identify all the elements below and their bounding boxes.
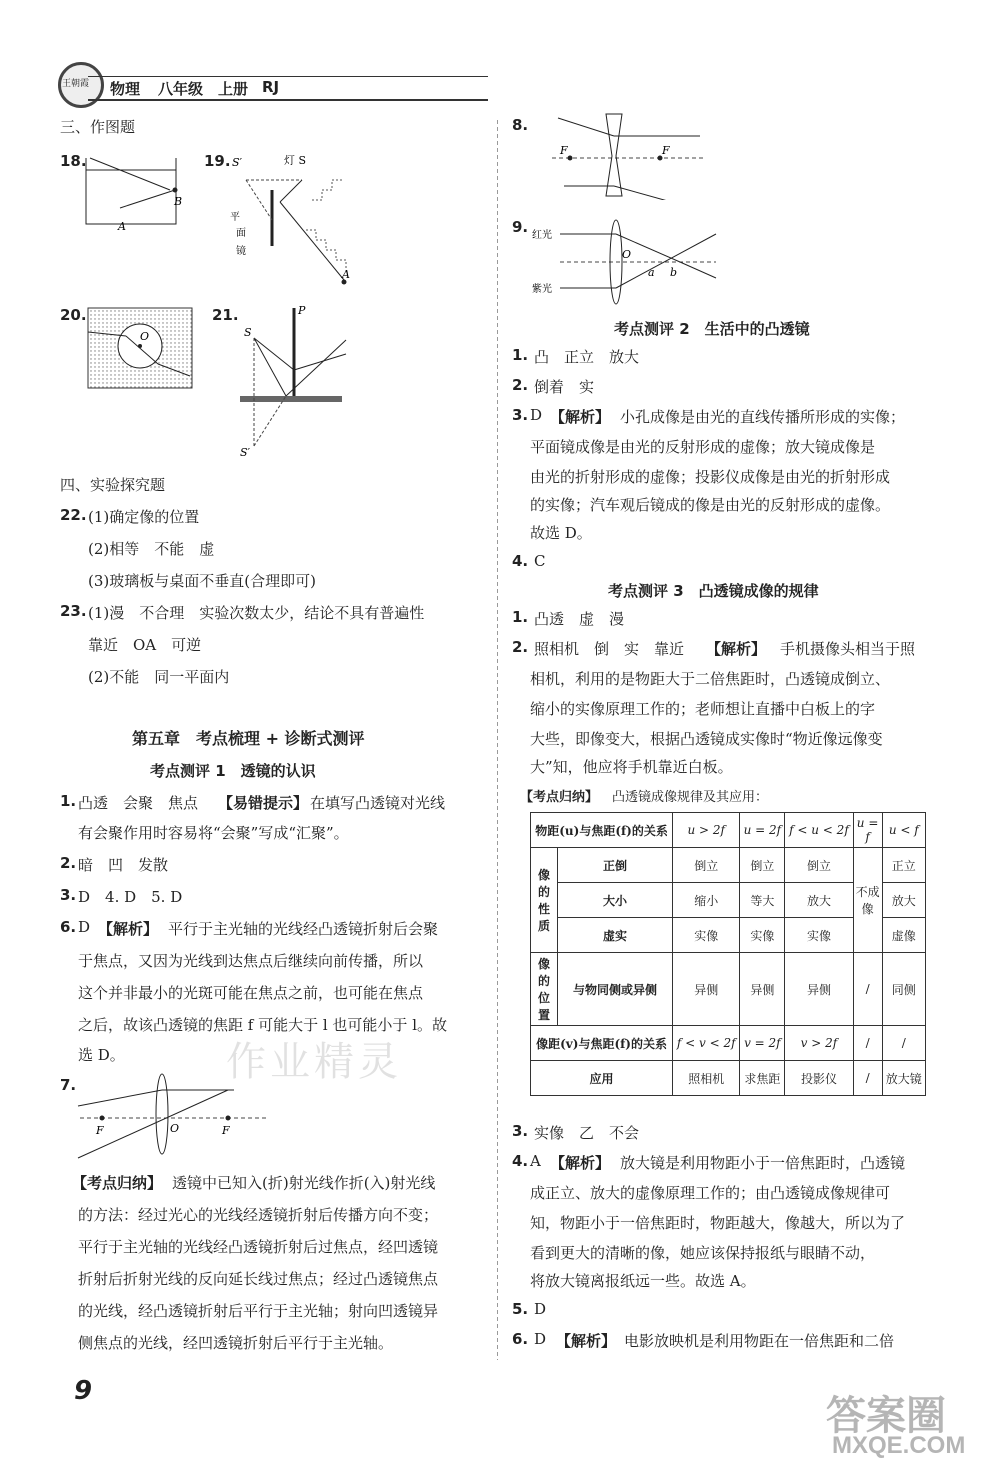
table-pos: 像的位置	[531, 953, 558, 1026]
b3-line-5: 故选 D。	[530, 524, 592, 542]
figure-19	[226, 150, 362, 290]
summary-line-3: 平行于主光轴的光线经凸透镜折射后过焦点，经凹透镜	[78, 1238, 439, 1256]
a6-line-5: 选 D。	[78, 1046, 125, 1064]
watermark: 作业精灵	[226, 1039, 402, 1085]
table-cell: /	[882, 1026, 925, 1061]
fig8-f1: F	[560, 144, 568, 157]
figure-18	[80, 150, 190, 236]
c6-answer: D	[534, 1330, 547, 1348]
b1-number: 1.	[512, 346, 529, 364]
a1-number: 1.	[60, 792, 77, 810]
a7-number: 7.	[60, 1076, 77, 1094]
q18-number: 18.	[60, 152, 87, 170]
a6-line-2: 于焦点，又因为光线到达焦点后继续向前传播，所以	[78, 952, 424, 970]
table-cell: 照相机	[673, 1061, 740, 1096]
a6-answer: D	[78, 918, 91, 936]
q23-number: 23.	[60, 602, 87, 620]
c6-tag: 【解析】	[556, 1332, 617, 1350]
table-cell: 等大	[740, 883, 785, 918]
fig20-o: O	[140, 330, 150, 343]
page-number: 9	[74, 1376, 93, 1406]
q8-number: 8.	[512, 116, 529, 134]
figure-7	[74, 1070, 274, 1162]
table-cell: 同侧	[882, 953, 925, 1026]
table-cell: 放大	[785, 883, 853, 918]
fig7-o: O	[170, 1122, 180, 1135]
b4-number: 4.	[512, 552, 529, 570]
table-header-u: 物距(u)与焦距(f)的关系	[531, 813, 673, 848]
q22-answer-3: (3)玻璃板与桌面不垂直(合理即可)	[88, 572, 316, 590]
site-url: MXQE.COM	[832, 1432, 966, 1459]
table-cell: 求焦距	[740, 1061, 785, 1096]
lens-rules-table	[530, 812, 926, 1096]
b3-line-3: 由光的折射形成的虚像；投影仪成像是由光的折射形成	[530, 468, 891, 486]
c6-line-1: 电影放映机是利用物距在一倍焦距和二倍	[624, 1332, 895, 1350]
c2-line-1: 手机摄像头相当于照	[780, 640, 916, 658]
c2-line-5: 大”知，他应将手机靠近白板。	[530, 758, 733, 776]
summary-line-4: 折射后折射光线的反向延长线过焦点；经过凸透镜焦点	[78, 1270, 439, 1288]
header-volume: 上册	[218, 80, 249, 98]
a2-answer: 暗 凹 发散	[78, 856, 169, 874]
table-cell: /	[853, 1061, 882, 1096]
fig9-b: b	[670, 266, 678, 279]
fig21-p: P	[298, 304, 306, 317]
fig9-o: O	[622, 248, 632, 261]
b3-tag: 【解析】	[550, 408, 611, 426]
q22-answer-1: (1)确定像的位置	[88, 508, 200, 526]
table-cell: 异侧	[785, 953, 853, 1026]
section-4-title: 四、实验探究题	[60, 476, 166, 494]
c4-line-2: 成正立、放大的虚像原理工作的；由凸透镜成像规律可	[530, 1184, 891, 1202]
b2-answer: 倒着 实	[534, 378, 595, 396]
table-zd: 正倒	[558, 848, 673, 883]
a6-number: 6.	[60, 918, 77, 936]
q19-number: 19.	[204, 152, 231, 170]
eval-2-title: 考点测评 2 生活中的凸透镜	[614, 320, 810, 338]
table-h3: f < u < 2f	[785, 813, 853, 848]
c5-answer: D	[534, 1300, 547, 1318]
site-logo: 答案圈	[826, 1392, 946, 1439]
a1-answer: 凸透 会聚 焦点	[78, 794, 199, 812]
fig9-a: a	[648, 266, 655, 279]
table-app: 应用	[531, 1061, 673, 1096]
c5-number: 5.	[512, 1300, 529, 1318]
b2-number: 2.	[512, 376, 529, 394]
q9-number: 9.	[512, 218, 529, 236]
eval-3-title: 考点测评 3 凸透镜成像的规律	[608, 582, 819, 600]
a6-line-4: 之后，故该凸透镜的焦距 f 可能大于 l 也可能小于 l。故	[78, 1016, 447, 1034]
a1-tag: 【易错提示】	[218, 794, 309, 812]
c2-line-2: 相机，利用的是物距大于二倍焦距时，凸透镜成倒立、	[530, 670, 891, 688]
header	[48, 62, 488, 106]
fig7-f1: F	[96, 1124, 104, 1137]
fig9-red: 红光	[532, 230, 552, 241]
a2-number: 2.	[60, 854, 77, 872]
a1-text-2: 有会聚作用时容易将“会聚”写成“汇聚”。	[78, 824, 349, 842]
figure-8	[550, 110, 710, 200]
column-divider	[497, 120, 498, 1360]
b3-line-2: 平面镜成像是由光的反射形成的虚像；放大镜成像是	[530, 438, 876, 456]
header-grade: 八年级	[158, 80, 204, 98]
chapter-5-title: 第五章 考点梳理 + 诊断式测评	[132, 729, 365, 748]
table-cell: f < v < 2f	[673, 1026, 740, 1061]
fig21-s: S	[244, 326, 252, 339]
a6-tag: 【解析】	[98, 920, 159, 938]
c4-line-3: 知，物距小于一倍焦距时，物距越大，像越大，所以为了	[530, 1214, 906, 1232]
c2-tag: 【解析】	[706, 640, 767, 658]
figure-20	[86, 306, 194, 390]
c1-answer: 凸透 虚 漫	[534, 610, 625, 628]
table-pos-sub: 与物同侧或异侧	[558, 953, 673, 1026]
table-nature: 像的性质	[531, 848, 558, 953]
q22-answer-2: (2)相等 不能 虚	[88, 540, 215, 558]
summary-tag: 【考点归纳】	[72, 1174, 163, 1192]
table-cell: 异侧	[740, 953, 785, 1026]
q22-number: 22.	[60, 506, 87, 524]
table-h4: u = f	[853, 813, 882, 848]
summary-line-2: 的方法：经过光心的光线经透镜折射后传播方向不变；	[78, 1206, 439, 1224]
table-cell: 放大镜	[882, 1061, 925, 1096]
table-cell: /	[853, 953, 882, 1026]
table-cell: v = 2f	[740, 1026, 785, 1061]
b3-line-4: 的实像；汽车观后镜成的像是由光的反射形成的虚像。	[530, 496, 891, 514]
table-no-image: 不成像	[853, 848, 882, 953]
a6-line-1: 平行于主光轴的光线经凸透镜折射后会聚	[168, 920, 439, 938]
a1-text-1: 在填写凸透镜对光线	[310, 794, 446, 812]
fig19-a: A	[342, 268, 350, 281]
fig8-f2: F	[662, 144, 670, 157]
fig21-s-prime: S′	[240, 446, 251, 459]
q23-answer-1b: 靠近 OA 可逆	[88, 636, 202, 654]
b3-answer: D	[530, 406, 543, 424]
c2-answer: 照相机 倒 实 靠近	[534, 640, 685, 658]
c2-line-3: 缩小的实像原理工作的；老师想让直播中白板上的字	[530, 700, 876, 718]
fig19-s-prime: S′	[232, 156, 243, 169]
c4-answer: A	[530, 1152, 541, 1170]
fig7-f2: F	[222, 1124, 230, 1137]
table-h1: u > 2f	[673, 813, 740, 848]
table-h2: u = 2f	[740, 813, 785, 848]
c2-number: 2.	[512, 638, 529, 656]
summary2-tag: 【考点归纳】	[520, 790, 599, 805]
summary-line-1: 透镜中已知入(折)射光线作折(入)射光线	[172, 1174, 436, 1192]
summary-line-6: 侧焦点的光线，经凹透镜折射后平行于主光轴。	[78, 1334, 394, 1352]
header-subject: 物理	[110, 80, 141, 98]
b3-line-1: 小孔成像是由光的直线传播所形成的实像；	[620, 408, 906, 426]
table-cell: 实像	[785, 918, 853, 953]
c3-number: 3.	[512, 1122, 529, 1140]
table-cell: 虚像	[882, 918, 925, 953]
fig9-purple: 紫光	[532, 284, 552, 295]
fig19-mirror-1: 平	[230, 212, 240, 223]
q20-number: 20.	[60, 306, 87, 324]
c4-line-5: 将放大镜离报纸远一些。故选 A。	[530, 1272, 756, 1290]
section-3-title: 三、作图题	[60, 118, 136, 136]
table-cell: 实像	[740, 918, 785, 953]
table-xs: 虚实	[558, 918, 673, 953]
table-dx: 大小	[558, 883, 673, 918]
c2-line-4: 大些，即像变大，根据凸透镜成实像时“物近像远像变	[530, 730, 883, 748]
a3-answer: D 4. D 5. D	[78, 888, 183, 906]
a3-number: 3.	[60, 886, 77, 904]
table-cell: 异侧	[673, 953, 740, 1026]
c6-number: 6.	[512, 1330, 529, 1348]
table-cell: 放大	[882, 883, 925, 918]
a6-line-3: 这个并非最小的光斑可能在焦点之前，也可能在焦点	[78, 984, 424, 1002]
table-cell: 缩小	[673, 883, 740, 918]
fig19-mirror-2: 面	[236, 228, 246, 239]
c4-line-1: 放大镜是利用物距小于一倍焦距时，凸透镜	[620, 1154, 906, 1172]
c4-tag: 【解析】	[550, 1154, 611, 1172]
fig19-mirror-3: 镜	[236, 246, 246, 257]
table-cell: /	[853, 1026, 882, 1061]
q23-answer-1: (1)漫 不合理 实验次数太少，结论不具有普遍性	[88, 604, 425, 622]
b4-answer: C	[534, 552, 546, 570]
table-h5: u < f	[882, 813, 925, 848]
q23-answer-2: (2)不能 同一平面内	[88, 668, 230, 686]
logo-text: 王朝霞	[62, 79, 90, 89]
c3-answer: 实像 乙 不会	[534, 1124, 640, 1142]
table-cell: v > 2f	[785, 1026, 853, 1061]
c4-number: 4.	[512, 1152, 529, 1170]
figure-21	[236, 300, 356, 460]
eval-1-title: 考点测评 1 透镜的认识	[150, 762, 316, 780]
b3-number: 3.	[512, 406, 529, 424]
fig19-lamp: 灯 S	[284, 154, 307, 167]
table-cell: 倒立	[785, 848, 853, 883]
header-edition: RJ	[262, 78, 280, 96]
c4-line-4: 看到更大的清晰的像，她应该保持报纸与眼睛不动，	[530, 1244, 876, 1262]
table-cell: 倒立	[740, 848, 785, 883]
q21-number: 21.	[212, 306, 239, 324]
table-cell: 倒立	[673, 848, 740, 883]
c1-number: 1.	[512, 608, 529, 626]
table-v: 像距(v)与焦距(f)的关系	[531, 1026, 673, 1061]
table-cell: 投影仪	[785, 1061, 853, 1096]
summary-line-5: 的光线，经凸透镜折射后平行于主光轴；射向凹透镜异	[78, 1302, 439, 1320]
fig18-b: B	[174, 195, 183, 208]
fig18-a: A	[118, 220, 126, 233]
b1-answer: 凸 正立 放大	[534, 348, 640, 366]
table-cell: 正立	[882, 848, 925, 883]
summary2-text: 凸透镜成像规律及其应用：	[612, 790, 769, 805]
figure-9	[530, 218, 720, 308]
table-cell: 实像	[673, 918, 740, 953]
